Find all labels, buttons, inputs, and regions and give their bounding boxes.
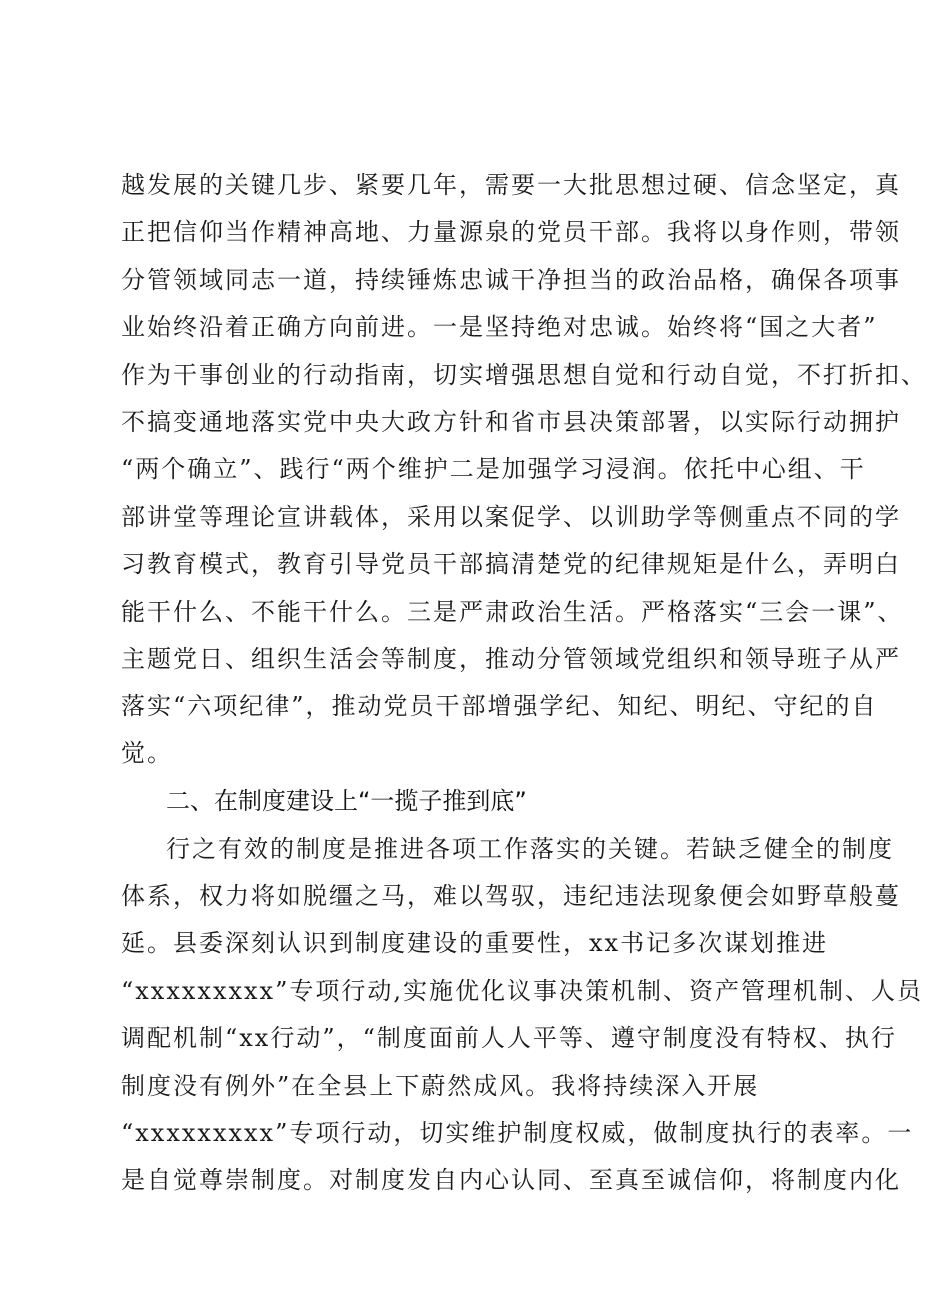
paragraph-line: 行之有效的制度是推进各项工作落实的关键。若缺乏健全的制度 (166, 835, 894, 863)
paragraph-line: 落实“六项纪律”，推动党员干部增强学纪、知纪、明纪、守纪的自 (121, 692, 878, 720)
paragraph-line: 制度没有例外”在全县上下蔚然成风。我将持续深入开展 (121, 1072, 760, 1100)
paragraph-line: “两个确立”、践行“两个维护二是加强学习浸润。依托中心组、干 (121, 455, 866, 483)
paragraph-line: 体系，权力将如脱缰之马，难以驾驭，违纪违法现象便会如野草般蔓 (121, 882, 901, 910)
paragraph-line: 延。县委深刻认识到制度建设的重要性，xx书记多次谋划推进 (121, 929, 829, 957)
paragraph-line: 部讲堂等理论宣讲载体，采用以案促学、以训助学等侧重点不同的学 (121, 503, 901, 531)
paragraph-line: 能干什么、不能干什么。三是严肃政治生活。严格落实“三会一课”、 (121, 598, 904, 626)
paragraph-line: 作为干事创业的行动指南，切实增强思想自觉和行动自觉，不打折扣、 (121, 361, 927, 389)
paragraph-line: 是自觉尊崇制度。对制度发自内心认同、至真至诚信仰，将制度内化 (121, 1166, 901, 1194)
paragraph-line: 主题党日、组织生活会等制度，推动分管领域党组织和领导班子从严 (121, 645, 901, 673)
paragraph-line: “xxxxxxxxx”专项行动，切实维护制度权威，做制度执行的表率。一 (121, 1119, 914, 1147)
paragraph-line: 业始终沿着正确方向前进。一是坚持绝对忠诚。始终将“国之大者” (121, 313, 878, 341)
paragraph-line: 不搞变通地落实党中央大政方针和省市县决策部署，以实际行动拥护 (121, 408, 901, 436)
paragraph-line: 习教育模式，教育引导党员干部搞清楚党的纪律规矩是什么，弄明白 (121, 550, 901, 578)
section-heading: 二、在制度建设上“一揽子推到底” (166, 787, 527, 815)
paragraph-line: 调配机制“xx行动”，“制度面前人人平等、遵守制度没有特权、执行 (121, 1024, 897, 1052)
paragraph-line: 分管领域同志一道，持续锤炼忠诚干净担当的政治品格，确保各项事 (121, 266, 901, 294)
paragraph-line: “xxxxxxxxx”专项行动,实施优化议事决策机制、资产管理机制、人员 (121, 977, 923, 1005)
paragraph-line: 正把信仰当作精神高地、力量源泉的党员干部。我将以身作则，带领 (121, 218, 901, 246)
paragraph-line: 越发展的关键几步、紧要几年，需要一大批思想过硬、信念坚定，真 (121, 171, 901, 199)
paragraph-line: 觉。 (121, 739, 173, 767)
